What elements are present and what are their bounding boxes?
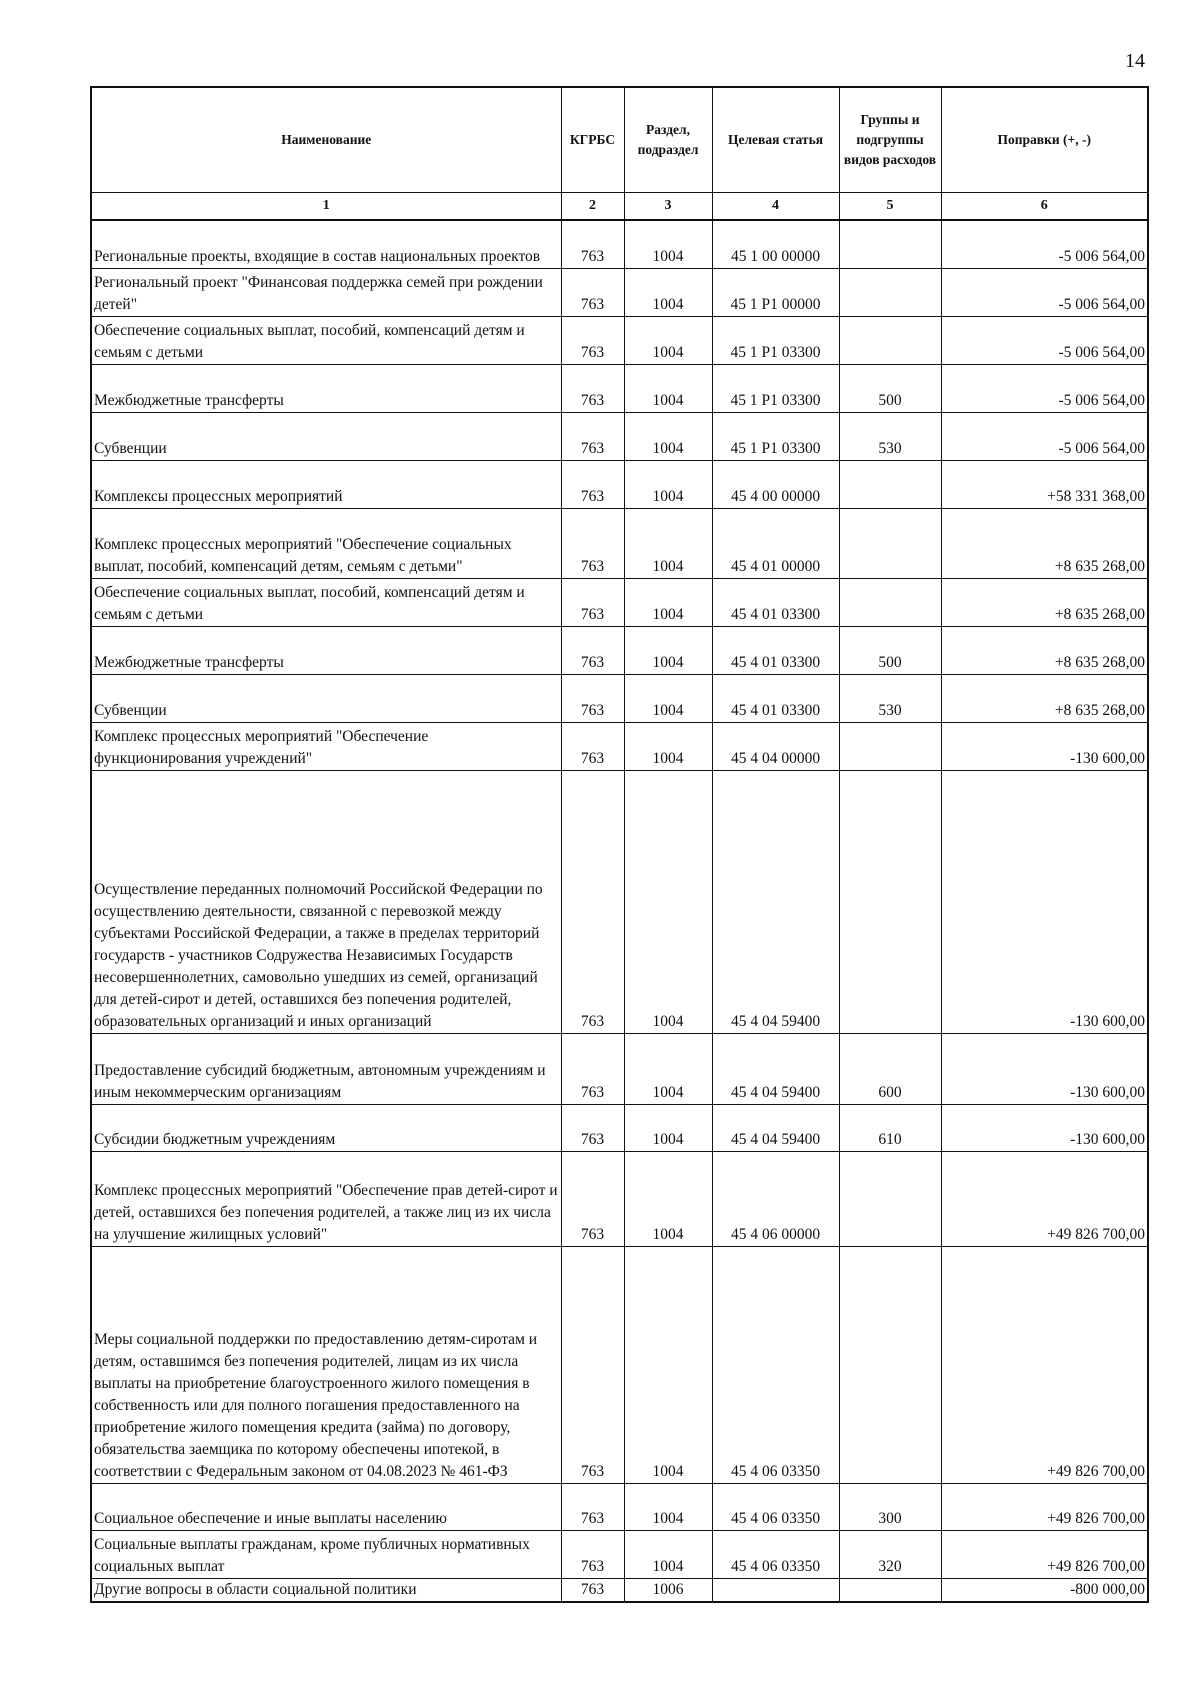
table-row bbox=[91, 220, 1148, 269]
table-cell-amount: -130 600,00 bbox=[941, 723, 1148, 771]
header-name: Наименование bbox=[91, 87, 561, 193]
table-cell-amount: -5 006 564,00 bbox=[941, 269, 1148, 317]
table-cell-amount: +8 635 268,00 bbox=[941, 675, 1148, 723]
table-cell-section: 1004 bbox=[624, 317, 712, 365]
table-cell-section: 1004 bbox=[624, 627, 712, 675]
table-cell-name: Меры социальной поддержки по предоставлению детям-сиротам и детям, оставшимся без попечения родителей, лицам из их числа выплаты на приобретение благоустроенного жилого помещения в собственность или для полного погашения предоставленного на приобретение жилого помещения кредита (займа) по договору, обязательства заемщика по которому обеспечены ипотекой, в соответствии с Федеральным законом от 04.08.2023 № 461-ФЗ bbox=[91, 1247, 561, 1484]
column-number: 5 bbox=[839, 193, 941, 221]
table-cell-target: 45 1 Р1 00000 bbox=[712, 269, 839, 317]
table-header-row bbox=[91, 87, 1148, 193]
table-cell-section: 1004 bbox=[624, 413, 712, 461]
table-row bbox=[91, 675, 1148, 723]
table-cell-kgrbs: 763 bbox=[561, 1484, 624, 1531]
table-cell-group: 320 bbox=[839, 1531, 941, 1579]
header-kgrbs: КГРБС bbox=[561, 87, 624, 193]
table-cell-amount: -130 600,00 bbox=[941, 1034, 1148, 1105]
table-cell-section: 1004 bbox=[624, 1034, 712, 1105]
table-cell-section: 1004 bbox=[624, 771, 712, 1034]
table-cell-target: 45 1 Р1 03300 bbox=[712, 317, 839, 365]
column-number: 4 bbox=[712, 193, 839, 221]
table-column-numbers-row bbox=[91, 193, 1148, 221]
table-cell-amount: -130 600,00 bbox=[941, 1105, 1148, 1152]
table-cell-group bbox=[839, 723, 941, 771]
table-cell-section: 1004 bbox=[624, 509, 712, 579]
table-cell-kgrbs: 763 bbox=[561, 509, 624, 579]
table-row bbox=[91, 317, 1148, 365]
header-section: Раздел, подраздел bbox=[624, 87, 712, 193]
table-cell-target: 45 4 01 00000 bbox=[712, 509, 839, 579]
table-cell-amount: +58 331 368,00 bbox=[941, 461, 1148, 509]
table-cell-section: 1004 bbox=[624, 1484, 712, 1531]
table-cell-name: Комплекс процессных мероприятий "Обеспечение социальных выплат, пособий, компенсаций детям, семьям с детьми" bbox=[91, 509, 561, 579]
table-cell-name: Комплекс процессных мероприятий "Обеспечение функционирования учреждений" bbox=[91, 723, 561, 771]
table-cell-group bbox=[839, 269, 941, 317]
header-amount: Поправки (+, -) bbox=[941, 87, 1148, 193]
table-cell-amount: +49 826 700,00 bbox=[941, 1531, 1148, 1579]
table-cell-name: Комплексы процессных мероприятий bbox=[91, 461, 561, 509]
table-cell-group bbox=[839, 461, 941, 509]
table-cell-group: 530 bbox=[839, 675, 941, 723]
table-cell-name: Предоставление субсидий бюджетным, автономным учреждениям и иным некоммерческим организациям bbox=[91, 1034, 561, 1105]
table-row bbox=[91, 1484, 1148, 1531]
table-cell-amount: +49 826 700,00 bbox=[941, 1247, 1148, 1484]
table-row bbox=[91, 413, 1148, 461]
table-cell-kgrbs: 763 bbox=[561, 1105, 624, 1152]
table-cell-group bbox=[839, 220, 941, 269]
table-cell-target: 45 4 06 03350 bbox=[712, 1531, 839, 1579]
table-cell-kgrbs: 763 bbox=[561, 269, 624, 317]
table-cell-name: Обеспечение социальных выплат, пособий, компенсаций детям и семьям с детьми bbox=[91, 579, 561, 627]
table-cell-target: 45 4 01 03300 bbox=[712, 627, 839, 675]
table-cell-kgrbs: 763 bbox=[561, 771, 624, 1034]
table-cell-name: Региональные проекты, входящие в состав национальных проектов bbox=[91, 220, 561, 269]
table-cell-name: Другие вопросы в области социальной политики bbox=[91, 1579, 561, 1603]
table-cell-target: 45 1 Р1 03300 bbox=[712, 365, 839, 413]
table-cell-section: 1004 bbox=[624, 365, 712, 413]
table-row bbox=[91, 269, 1148, 317]
table-cell-kgrbs: 763 bbox=[561, 413, 624, 461]
table-cell-name: Обеспечение социальных выплат, пособий, компенсаций детям и семьям с детьми bbox=[91, 317, 561, 365]
table-row bbox=[91, 579, 1148, 627]
header-group: Группы и подгруппы видов расходов bbox=[839, 87, 941, 193]
table-cell-group bbox=[839, 1152, 941, 1247]
table-cell-kgrbs: 763 bbox=[561, 627, 624, 675]
table-cell-group bbox=[839, 1247, 941, 1484]
table-cell-group bbox=[839, 317, 941, 365]
table-cell-amount: -130 600,00 bbox=[941, 771, 1148, 1034]
table-cell-amount: +49 826 700,00 bbox=[941, 1484, 1148, 1531]
table-cell-target: 45 1 Р1 03300 bbox=[712, 413, 839, 461]
table-row bbox=[91, 1152, 1148, 1247]
table-cell-kgrbs: 763 bbox=[561, 675, 624, 723]
table-cell-section: 1004 bbox=[624, 1247, 712, 1484]
table-cell-group: 500 bbox=[839, 627, 941, 675]
table-cell-target: 45 4 04 59400 bbox=[712, 1034, 839, 1105]
table-cell-amount: -800 000,00 bbox=[941, 1579, 1148, 1603]
table-cell-target: 45 4 06 03350 bbox=[712, 1247, 839, 1484]
table-cell-group bbox=[839, 771, 941, 1034]
table-cell-name: Комплекс процессных мероприятий "Обеспечение прав детей-сирот и детей, оставшихся без попечения родителей, а также лиц из их числа на улучшение жилищных условий" bbox=[91, 1152, 561, 1247]
table-cell-section: 1004 bbox=[624, 1531, 712, 1579]
table-cell-target: 45 4 01 03300 bbox=[712, 675, 839, 723]
table-cell-group bbox=[839, 1579, 941, 1603]
table-cell-section: 1004 bbox=[624, 461, 712, 509]
table-cell-name: Осуществление переданных полномочий Российской Федерации по осуществлению деятельности, связанной с перевозкой между субъектами Российской Федерации, а также в пределах территорий государств - участников Содружества Независимых Государств несовершеннолетних, самовольно ушедших из семей, организаций для детей-сирот и детей, оставшихся без попечения родителей, образовательных организаций и иных организаций bbox=[91, 771, 561, 1034]
table-cell-target: 45 4 00 00000 bbox=[712, 461, 839, 509]
table-cell-kgrbs: 763 bbox=[561, 461, 624, 509]
table-cell-target: 45 4 04 00000 bbox=[712, 723, 839, 771]
table-cell-name: Региональный проект "Финансовая поддержка семей при рождении детей" bbox=[91, 269, 561, 317]
table-cell-kgrbs: 763 bbox=[561, 1531, 624, 1579]
table-row bbox=[91, 1531, 1148, 1579]
table-cell-group: 500 bbox=[839, 365, 941, 413]
column-number: 3 bbox=[624, 193, 712, 221]
table-cell-name: Субвенции bbox=[91, 413, 561, 461]
table-cell-kgrbs: 763 bbox=[561, 1579, 624, 1603]
table-cell-target bbox=[712, 1579, 839, 1603]
table-row bbox=[91, 627, 1148, 675]
table-row bbox=[91, 509, 1148, 579]
column-number: 6 bbox=[941, 193, 1148, 221]
table-cell-target: 45 4 01 03300 bbox=[712, 579, 839, 627]
page-number: 14 bbox=[1125, 50, 1145, 72]
table-cell-amount: +49 826 700,00 bbox=[941, 1152, 1148, 1247]
budget-amendments-table bbox=[90, 86, 1149, 1603]
table-cell-name: Субвенции bbox=[91, 675, 561, 723]
table-row bbox=[91, 1105, 1148, 1152]
table-cell-kgrbs: 763 bbox=[561, 1034, 624, 1105]
table-cell-target: 45 4 04 59400 bbox=[712, 771, 839, 1034]
table-cell-amount: +8 635 268,00 bbox=[941, 509, 1148, 579]
table-cell-section: 1004 bbox=[624, 220, 712, 269]
table-cell-amount: +8 635 268,00 bbox=[941, 579, 1148, 627]
table-cell-amount: +8 635 268,00 bbox=[941, 627, 1148, 675]
table-row bbox=[91, 1247, 1148, 1484]
table-cell-section: 1004 bbox=[624, 723, 712, 771]
table-row bbox=[91, 1034, 1148, 1105]
table-cell-kgrbs: 763 bbox=[561, 723, 624, 771]
table-cell-target: 45 4 04 59400 bbox=[712, 1105, 839, 1152]
column-number: 1 bbox=[91, 193, 561, 221]
table-cell-kgrbs: 763 bbox=[561, 1247, 624, 1484]
table-cell-amount: -5 006 564,00 bbox=[941, 220, 1148, 269]
table-cell-group: 600 bbox=[839, 1034, 941, 1105]
table-cell-name: Субсидии бюджетным учреждениям bbox=[91, 1105, 561, 1152]
table-row bbox=[91, 723, 1148, 771]
column-number: 2 bbox=[561, 193, 624, 221]
table-cell-kgrbs: 763 bbox=[561, 220, 624, 269]
table-row bbox=[91, 771, 1148, 1034]
table-cell-name: Межбюджетные трансферты bbox=[91, 365, 561, 413]
table-cell-kgrbs: 763 bbox=[561, 1152, 624, 1247]
table-cell-kgrbs: 763 bbox=[561, 317, 624, 365]
table-cell-kgrbs: 763 bbox=[561, 365, 624, 413]
table-row bbox=[91, 365, 1148, 413]
table-cell-section: 1004 bbox=[624, 1152, 712, 1247]
table-cell-amount: -5 006 564,00 bbox=[941, 413, 1148, 461]
table-cell-kgrbs: 763 bbox=[561, 579, 624, 627]
table-cell-target: 45 1 00 00000 bbox=[712, 220, 839, 269]
header-target: Целевая статья bbox=[712, 87, 839, 193]
table-cell-section: 1004 bbox=[624, 675, 712, 723]
table-cell-section: 1004 bbox=[624, 269, 712, 317]
table-cell-name: Межбюджетные трансферты bbox=[91, 627, 561, 675]
table-row bbox=[91, 461, 1148, 509]
table-cell-group: 530 bbox=[839, 413, 941, 461]
table-cell-group: 300 bbox=[839, 1484, 941, 1531]
table-cell-amount: -5 006 564,00 bbox=[941, 365, 1148, 413]
table-cell-section: 1006 bbox=[624, 1579, 712, 1603]
table-cell-section: 1004 bbox=[624, 579, 712, 627]
table-cell-section: 1004 bbox=[624, 1105, 712, 1152]
table-cell-group bbox=[839, 579, 941, 627]
table-cell-group bbox=[839, 509, 941, 579]
table-row bbox=[91, 1579, 1148, 1603]
table-cell-amount: -5 006 564,00 bbox=[941, 317, 1148, 365]
table-cell-group: 610 bbox=[839, 1105, 941, 1152]
table-cell-target: 45 4 06 03350 bbox=[712, 1484, 839, 1531]
table-cell-name: Социальные выплаты гражданам, кроме публичных нормативных социальных выплат bbox=[91, 1531, 561, 1579]
table-cell-name: Социальное обеспечение и иные выплаты населению bbox=[91, 1484, 561, 1531]
table-cell-target: 45 4 06 00000 bbox=[712, 1152, 839, 1247]
